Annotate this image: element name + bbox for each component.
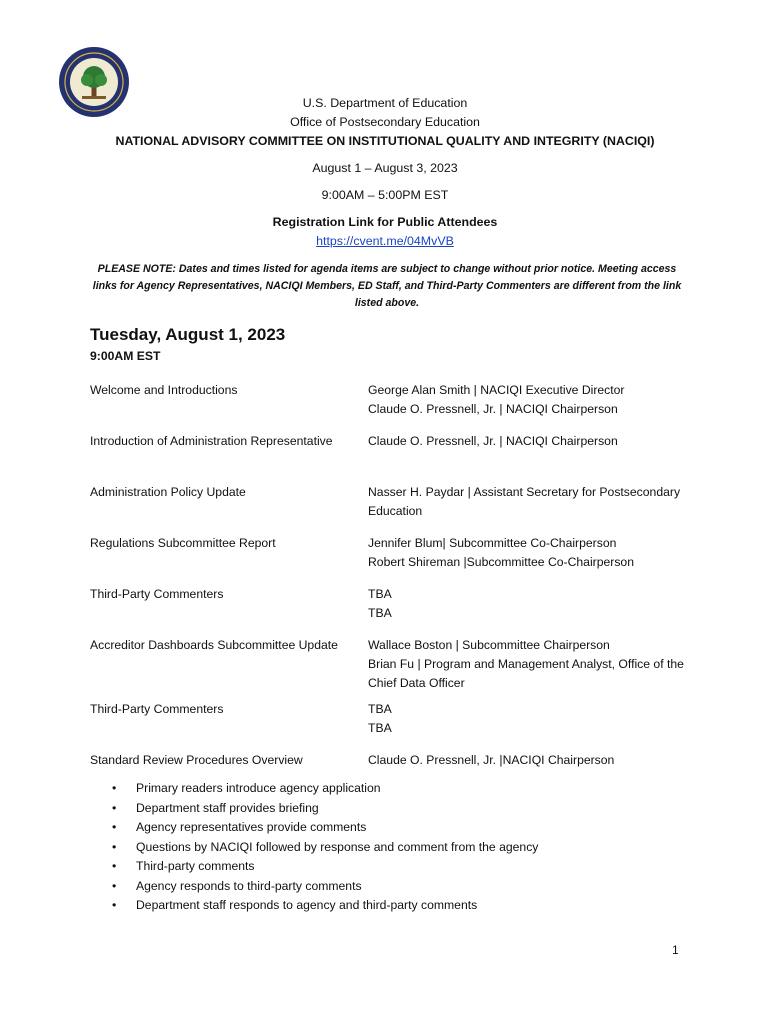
list-item: • Questions by NACIQI followed by response and comment from the agency [112,838,538,858]
schedule-note: PLEASE NOTE: Dates and times listed for agenda items are subject to change without prior notice. Meeting access links for Agency Representatives, NACIQI Members, ED Staff, and Third-Party Commenters are different from the link listed above. [92,263,682,309]
speaker: Claude O. Pressnell, Jr. | NACIQI Chairperson [368,402,618,416]
bullet-icon: • [112,859,117,873]
registration-label: Registration Link for Public Attendees [272,215,498,229]
session-time: 9:00AM EST [90,349,161,363]
list-item: • Primary readers introduce agency application [112,779,538,799]
speaker: TBA [368,702,392,716]
agenda-row [90,751,690,770]
agenda-people [368,483,690,534]
agenda-people [368,636,690,700]
bullet-icon: • [112,781,117,795]
agenda-item: Regulations Subcommittee Report [90,536,276,550]
agenda-people [368,700,690,751]
day-title: Tuesday, August 1, 2023 [90,325,286,344]
speaker: Claude O. Pressnell, Jr. |NACIQI Chairperson [368,753,615,767]
agenda-row [90,534,690,585]
speaker: Robert Shireman |Subcommittee Co-Chairperson [368,555,634,569]
speaker: Jennifer Blum| Subcommittee Co-Chairperson [368,536,617,550]
bullet-icon: • [112,839,117,854]
speaker: Nasser H. Paydar | Assistant Secretary for Postsecondary Education [368,485,681,518]
document-header [0,94,770,251]
speaker: Brian Fu | Program and Management Analyst, Office of the Chief Data Officer [368,657,684,690]
agenda-item: Third-Party Commenters [90,702,224,716]
list-item: • Third-party comments [112,857,538,877]
agenda-item: Introduction of Administration Representative [90,434,333,448]
agenda-item: Accreditor Dashboards Subcommittee Update [90,638,338,652]
agenda-row [90,700,690,751]
speaker: Claude O. Pressnell, Jr. | NACIQI Chairperson [368,434,618,448]
meeting-hours: 9:00AM – 5:00PM EST [321,188,449,202]
agenda-people [368,381,690,432]
speaker: Wallace Boston | Subcommittee Chairperson [368,638,610,652]
department-name: U.S. Department of Education [302,96,468,110]
agenda-row [90,483,690,534]
agenda-row [90,381,690,432]
agenda-item: Welcome and Introductions [90,383,238,397]
agenda-item: Standard Review Procedures Overview [90,753,303,767]
speaker: TBA [368,721,392,735]
agenda-item: Third-Party Commenters [90,587,224,601]
agenda-row [90,636,690,700]
office-name: Office of Postsecondary Education [290,115,480,129]
meeting-dates: August 1 – August 3, 2023 [312,161,458,175]
bullet-icon: • [112,898,117,912]
list-item: • Agency representatives provide comments [112,818,538,838]
speaker: George Alan Smith | NACIQI Executive Director [368,383,625,397]
page-number: 1 [672,943,679,957]
list-item: • Agency responds to third-party comments [112,877,538,897]
speaker: TBA [368,587,392,601]
agenda-people [368,534,690,585]
agenda-list [90,381,690,770]
list-item: • Department staff provides briefing [112,799,538,819]
committee-name: NATIONAL ADVISORY COMMITTEE ON INSTITUTIONAL QUALITY AND INTEGRITY (NACIQI) [115,134,655,148]
agenda-people [368,585,690,636]
agenda-people [368,751,690,770]
bullet-icon: • [112,800,117,815]
procedure-bullet-list [112,779,538,916]
agenda-row [90,585,690,636]
speaker: TBA [368,606,392,620]
agenda-row [90,432,690,483]
agenda-people [368,432,690,483]
list-item: • Department staff responds to agency and third-party comments [112,896,538,916]
registration-link[interactable]: https://cvent.me/04MvVB [316,234,454,248]
bullet-icon: • [112,820,117,834]
agenda-item: Administration Policy Update [90,485,246,499]
bullet-icon: • [112,878,117,893]
